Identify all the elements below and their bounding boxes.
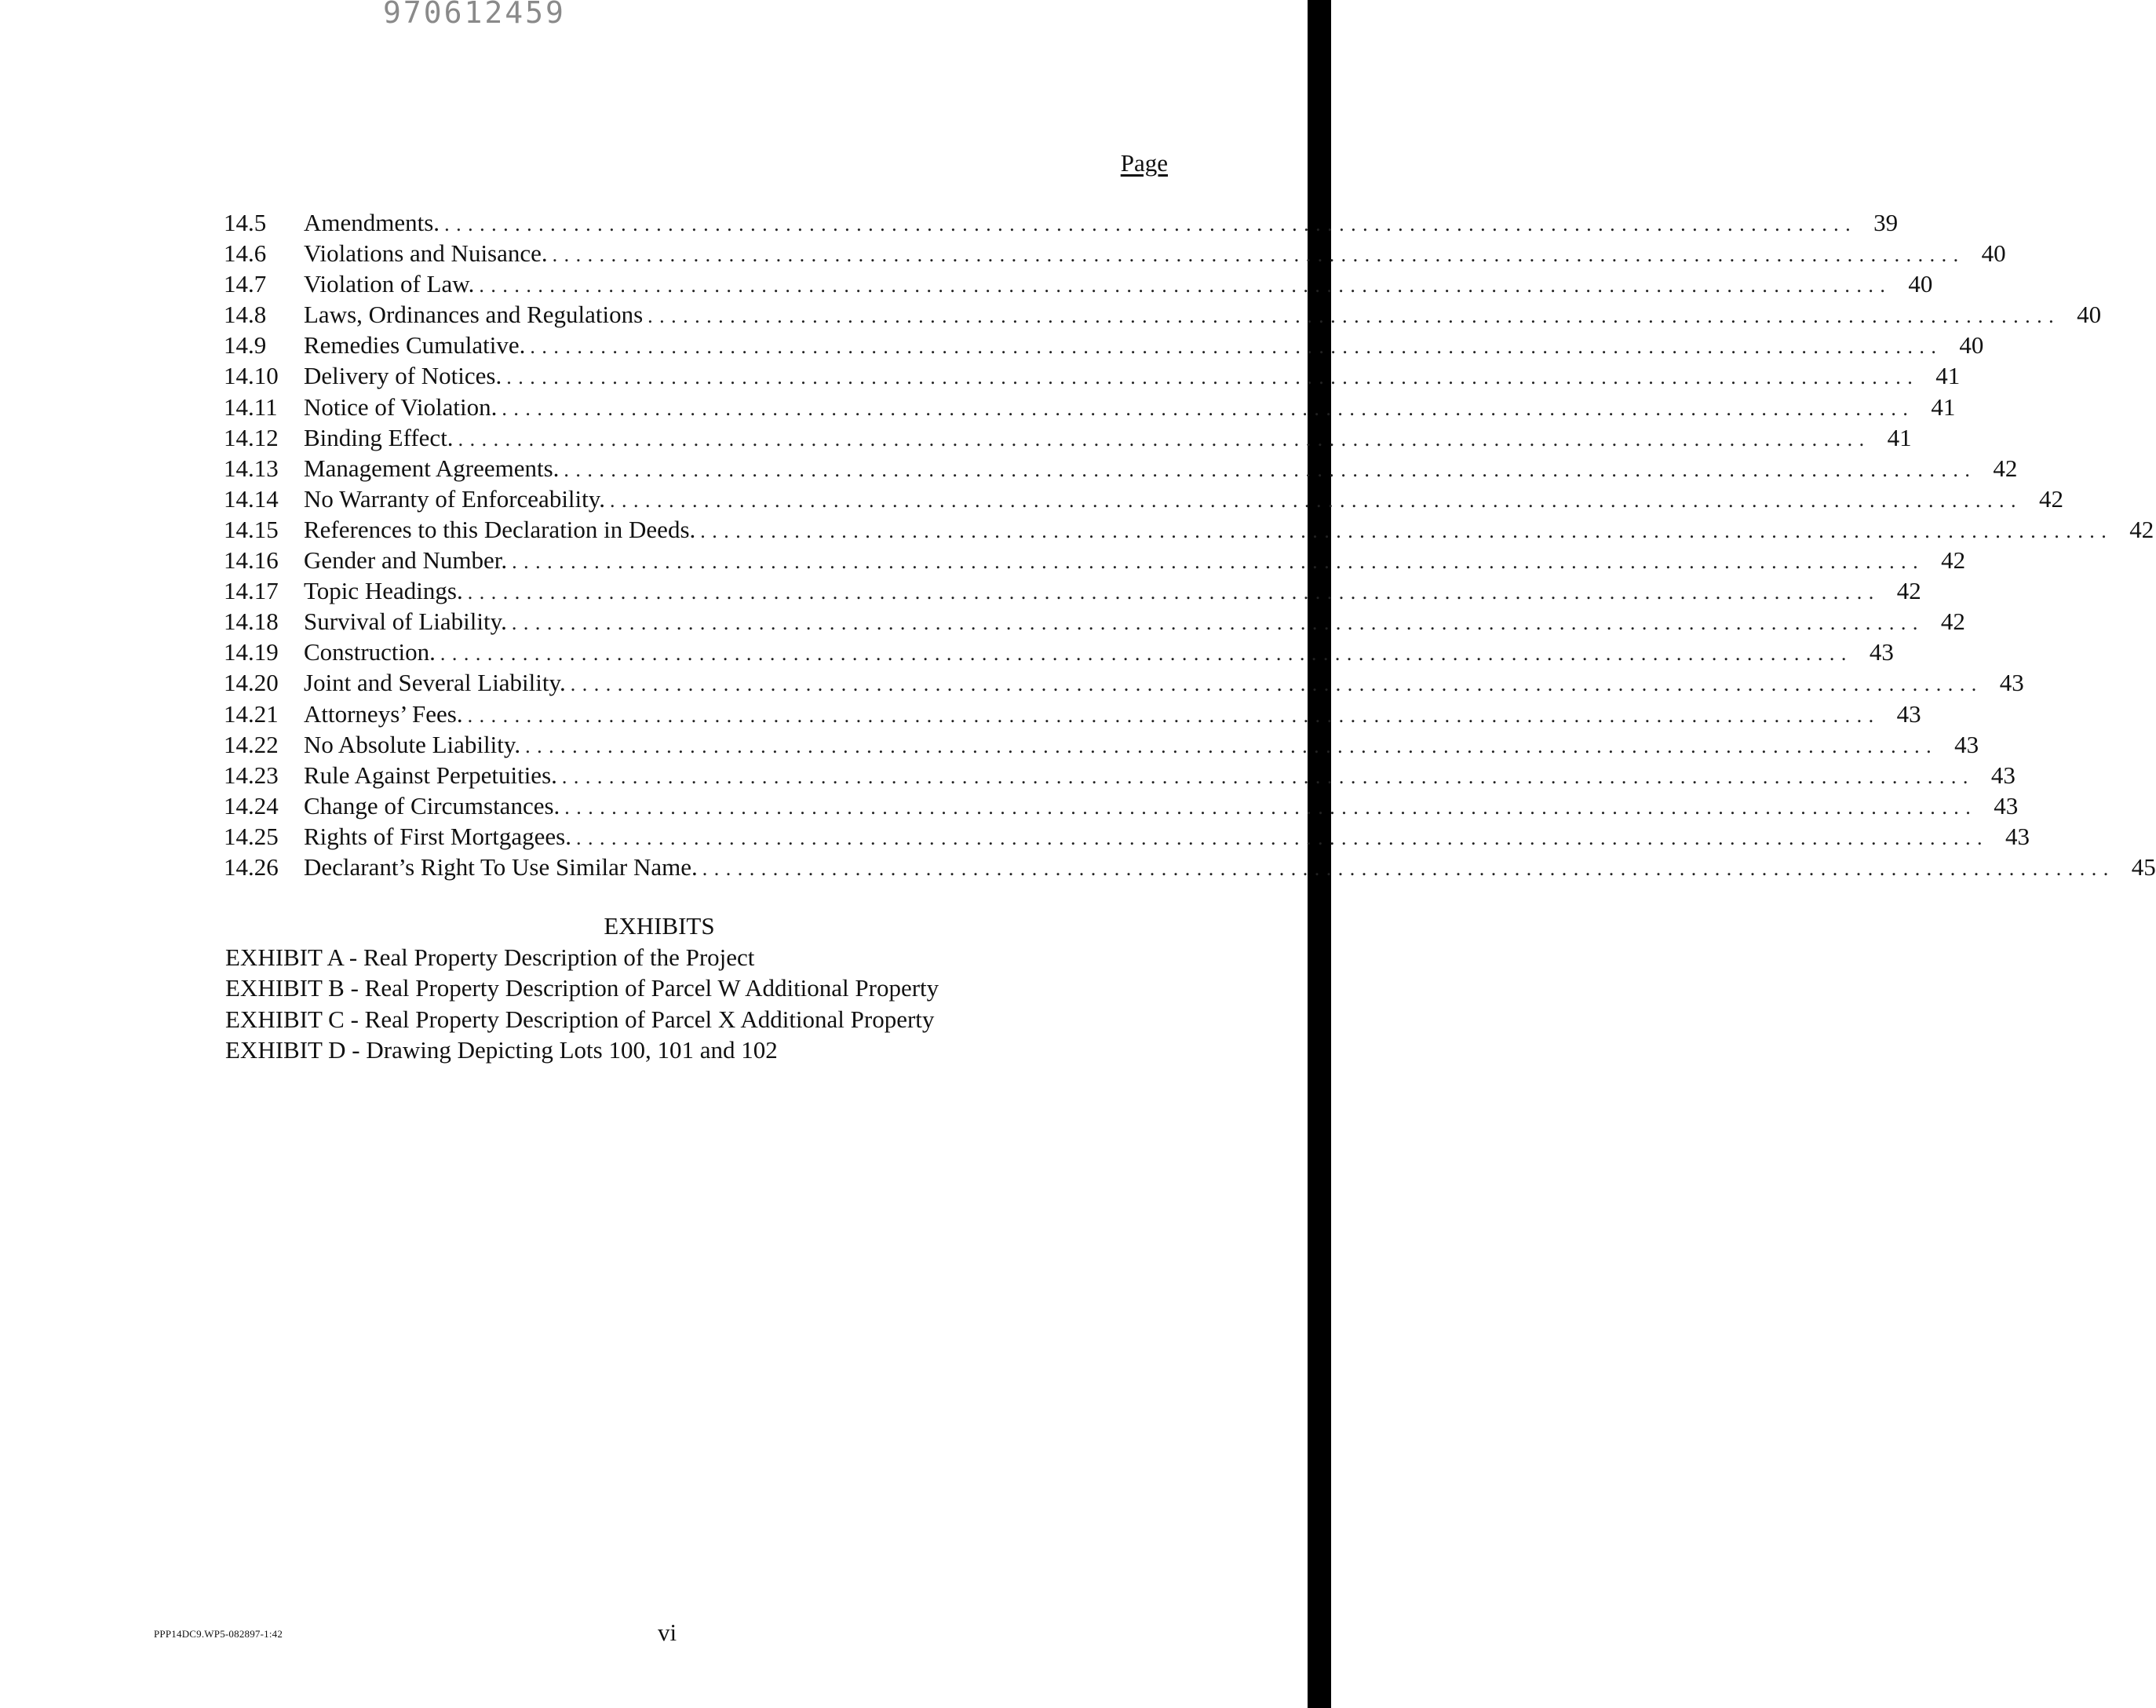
toc-section-title: Notice of Violation. <box>304 392 498 421</box>
exhibit-entry: EXHIBIT C - Real Property Description of Parcel X Additional Property <box>225 1005 935 1033</box>
toc-entry <box>224 422 1912 453</box>
toc-section-number: 14.24 <box>224 791 279 819</box>
toc-section-number: 14.8 <box>224 301 267 329</box>
toc-section-title: Rights of First Mortgagees. <box>304 822 571 850</box>
toc-page-number: 43 <box>1869 638 1894 666</box>
toc-section-number: 14.12 <box>224 423 279 451</box>
toc-entry <box>224 821 2030 852</box>
toc-section-number: 14.15 <box>224 515 279 543</box>
toc-section-title: No Absolute Liability. <box>304 730 521 758</box>
toc-page-number: 42 <box>1940 608 1965 636</box>
toc-page-number: 45 <box>2131 852 2156 881</box>
toc-section-number: 14.20 <box>224 669 279 697</box>
toc-page-number: 43 <box>1999 669 2024 697</box>
toc-section-number: 14.19 <box>224 638 279 666</box>
toc-dot-leader: ........................................................................................................................ <box>610 488 2023 512</box>
toc-section-title: Survival of Liability. <box>304 608 507 636</box>
toc-section-title: Binding Effect. <box>304 423 454 451</box>
toc-page-number: 43 <box>2005 822 2030 850</box>
toc-dot-leader: ........................................................................................................................ <box>702 856 2115 880</box>
toc-entry <box>224 852 2156 882</box>
toc-entry <box>224 207 1899 238</box>
toc-page-number: 41 <box>1935 362 1961 390</box>
toc-section-number: 14.10 <box>224 362 279 390</box>
toc-dot-leader: ........................................................................................................................ <box>511 611 1924 635</box>
toc-entry <box>224 790 2019 821</box>
toc-section-title: Laws, Ordinances and Regulations <box>304 301 644 329</box>
toc-entry <box>224 453 2018 484</box>
toc-dot-leader: ........................................................................................................................ <box>525 734 1939 757</box>
toc-entry <box>224 729 1979 760</box>
toc-dot-leader: ........................................................................................................................ <box>552 243 1965 267</box>
toc-section-title: Change of Circumstances. <box>304 791 560 819</box>
toc-section-title: Construction. <box>304 638 436 666</box>
toc-entry <box>224 760 2016 790</box>
toc-section-number: 14.6 <box>224 239 267 268</box>
toc-section-number: 14.22 <box>224 730 279 758</box>
toc-section-number: 14.5 <box>224 209 267 236</box>
toc-section-number: 14.17 <box>224 577 279 605</box>
toc-entry <box>224 575 1921 606</box>
toc-page-number: 43 <box>1994 791 2019 819</box>
toc-entry <box>224 484 2064 514</box>
toc-dot-leader: ........................................................................................................................ <box>479 274 1892 297</box>
toc-dot-leader: ........................................................................................................................ <box>561 765 1975 788</box>
toc-section-title: Violations and Nuisance. <box>304 239 548 268</box>
toc-entry <box>224 360 1961 391</box>
toc-section-title: Remedies Cumulative. <box>304 331 526 359</box>
page-column-header: Page <box>1120 149 1168 177</box>
toc-page-number: 42 <box>1993 454 2018 482</box>
toc-section-title: Joint and Several Liability. <box>304 669 566 697</box>
toc-dot-leader: ........................................................................................................................ <box>564 458 1977 481</box>
toc-dot-leader: ........................................................................................................................ <box>440 642 1853 666</box>
toc-section-title: Rule Against Perpetuities. <box>304 761 557 789</box>
toc-section-number: 14.23 <box>224 761 279 789</box>
toc-section-number: 14.21 <box>224 699 279 728</box>
toc-section-title: Declarant’s Right To Use Similar Name. <box>304 852 698 881</box>
toc-dot-leader: ........................................................................................................................ <box>506 366 1920 389</box>
toc-entry <box>224 299 2102 330</box>
toc-dot-leader: ........................................................................................................................ <box>512 550 1925 574</box>
toc-dot-leader: ........................................................................................................................ <box>564 795 1978 819</box>
toc-section-title: Delivery of Notices. <box>304 362 502 390</box>
toc-page-number: 42 <box>1896 577 1921 605</box>
footer-file-code: PPP14DC9.WP5-082897-1:42 <box>154 1628 283 1640</box>
toc-section-number: 14.14 <box>224 484 279 513</box>
toc-section-number: 14.9 <box>224 331 267 359</box>
table-of-contents <box>224 207 2156 882</box>
toc-entry <box>224 330 1984 360</box>
toc-section-number: 14.18 <box>224 608 279 636</box>
toc-page-number: 43 <box>1954 730 1979 758</box>
toc-dot-leader: ........................................................................................................................ <box>502 396 1915 420</box>
toc-page-number: 42 <box>2039 484 2064 513</box>
toc-page-number: 39 <box>1873 209 1899 236</box>
toc-section-title: No Warranty of Enforceability. <box>304 484 606 513</box>
toc-section-title: Management Agreements. <box>304 454 560 482</box>
toc-entry <box>224 238 2006 268</box>
toc-dot-leader: ........................................................................................................................ <box>458 427 1871 451</box>
toc-entry <box>224 637 1894 667</box>
toc-section-title: Gender and Number. <box>304 546 508 575</box>
toc-dot-leader: ........................................................................................................................ <box>648 305 2061 328</box>
toc-dot-leader: ........................................................................................................................ <box>576 826 1989 849</box>
toc-section-number: 14.25 <box>224 822 279 850</box>
toc-section-number: 14.26 <box>224 852 279 881</box>
document-stamp-number: 970612459 <box>383 0 566 30</box>
toc-page-number: 40 <box>1981 239 2006 268</box>
toc-page-number: 41 <box>1931 392 1956 421</box>
exhibit-entry: EXHIBIT A - Real Property Description of the Project <box>225 943 755 971</box>
toc-page-number: 40 <box>1908 270 1933 298</box>
toc-dot-leader: ........................................................................................................................ <box>570 673 1983 696</box>
toc-page-number: 42 <box>1941 546 1966 575</box>
toc-section-title: Amendments. <box>304 209 440 236</box>
toc-page-number: 43 <box>1990 761 2016 789</box>
toc-entry <box>224 545 1966 575</box>
toc-section-title: Violation of Law. <box>304 270 475 298</box>
toc-dot-leader: ........................................................................................................................ <box>467 581 1881 604</box>
toc-section-title: Attorneys’ Fees. <box>304 699 463 728</box>
toc-entry <box>224 699 1921 729</box>
toc-dot-leader: ........................................................................................................................ <box>467 703 1881 727</box>
toc-page-number: 40 <box>2077 301 2102 329</box>
toc-section-title: Topic Headings. <box>304 577 463 605</box>
toc-entry <box>224 392 1956 422</box>
toc-section-number: 14.13 <box>224 454 279 482</box>
toc-section-number: 14.16 <box>224 546 279 575</box>
exhibit-entry: EXHIBIT B - Real Property Description of Parcel W Additional Property <box>225 974 939 1002</box>
toc-entry <box>224 606 1965 637</box>
toc-entry <box>224 667 2024 698</box>
toc-section-number: 14.11 <box>224 392 278 421</box>
toc-entry <box>224 514 2154 545</box>
toc-section-number: 14.7 <box>224 270 267 298</box>
toc-section-title: References to this Declaration in Deeds. <box>304 515 696 543</box>
footer-page-number: vi <box>657 1619 677 1646</box>
toc-page-number: 43 <box>1896 699 1921 728</box>
exhibit-entry: EXHIBIT D - Drawing Depicting Lots 100, 101 and 102 <box>225 1035 778 1064</box>
exhibits-heading: EXHIBITS <box>604 912 715 940</box>
toc-dot-leader: ........................................................................................................................ <box>700 519 2114 542</box>
toc-page-number: 42 <box>2129 515 2154 543</box>
toc-entry <box>224 268 1933 299</box>
toc-dot-leader: ........................................................................................................................ <box>444 213 1858 235</box>
toc-dot-leader: ........................................................................................................................ <box>530 335 1943 359</box>
exhibits-list <box>225 942 1089 1065</box>
toc-page-number: 41 <box>1887 423 1912 451</box>
toc-page-number: 40 <box>1959 331 1984 359</box>
